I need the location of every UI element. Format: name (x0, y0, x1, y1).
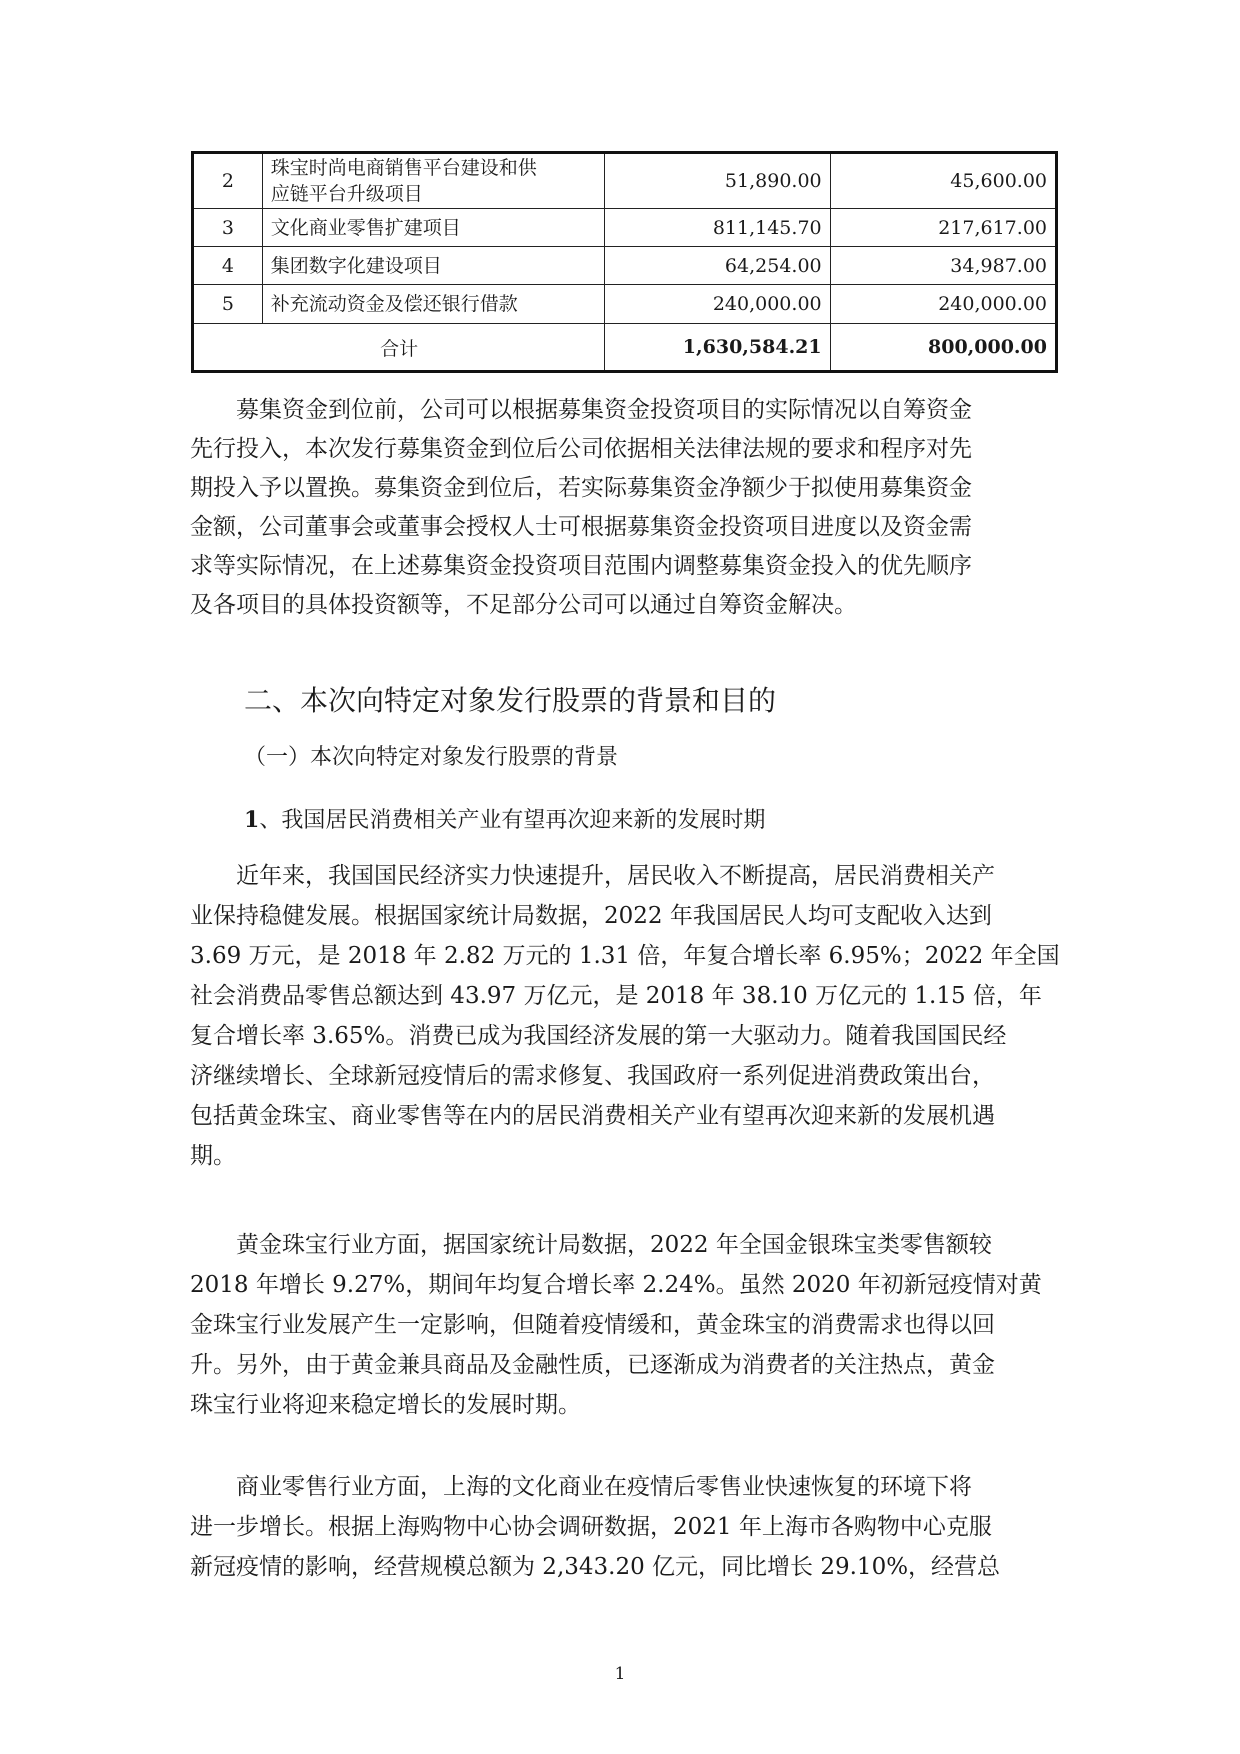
total-investment: 240,000.00 (605, 285, 830, 324)
raised-amount: 217,617.00 (830, 209, 1056, 247)
heading-number: 1 (244, 807, 260, 833)
text-line: 商业零售行业方面，上海的文化商业在疫情后零售业快速恢复的环境下将 (190, 1474, 972, 1500)
text-line: 及各项目的具体投资额等，不足部分公司可以通过自筹资金解决。 (190, 592, 857, 618)
row-index: 2 (193, 153, 263, 209)
text-line: 业保持稳健发展。根据国家统计局数据，2022 年我国居民人均可支配收入达到 (190, 903, 992, 929)
paragraph-jewelry (190, 1225, 1080, 1425)
raised-amount: 34,987.00 (830, 247, 1056, 285)
text-line: 珠宝行业将迎来稳定增长的发展时期。 (190, 1392, 581, 1418)
text-line: 募集资金到位前，公司可以根据募集资金投资项目的实际情况以自筹资金 (190, 397, 972, 423)
row-index: 4 (193, 247, 263, 285)
text-line: 金额，公司董事会或董事会授权人士可根据募集资金投资项目进度以及资金需 (190, 514, 972, 540)
sum-total-investment: 1,630,584.21 (605, 324, 830, 372)
paragraph-funds-usage (190, 391, 1080, 625)
page-number: 1 (614, 1664, 626, 1684)
subsection-heading: （一）本次向特定对象发行股票的背景 (244, 745, 619, 770)
heading-text: 、我国居民消费相关产业有望再次迎来新的发展时期 (259, 808, 766, 833)
project-name: 文化商业零售扩建项目 (262, 209, 605, 247)
table-row (193, 209, 1057, 247)
raised-amount: 45,600.00 (830, 153, 1056, 209)
row-index: 3 (193, 209, 263, 247)
text-line: 包括黄金珠宝、商业零售等在内的居民消费相关产业有望再次迎来新的发展机遇 (190, 1103, 995, 1129)
project-name (262, 153, 605, 209)
text-line: 进一步增长。根据上海购物中心协会调研数据，2021 年上海市各购物中心克服 (190, 1514, 992, 1540)
project-name: 补充流动资金及偿还银行借款 (262, 285, 605, 324)
project-name-line: 应链平台升级项目 (270, 183, 423, 205)
text-line: 求等实际情况，在上述募集资金投资项目范围内调整募集资金投入的优先顺序 (190, 553, 972, 579)
total-investment: 51,890.00 (605, 153, 830, 209)
text-line: 近年来，我国国民经济实力快速提升，居民收入不断提高，居民消费相关产 (190, 863, 995, 889)
sum-raised-amount: 800,000.00 (830, 324, 1056, 372)
text-line: 新冠疫情的影响，经营规模总额为 2,343.20 亿元，同比增长 29.10%，经营总 (190, 1554, 1001, 1580)
text-line: 先行投入，本次发行募集资金到位后公司依据相关法律法规的要求和程序对先 (190, 436, 972, 462)
text-line: 黄金珠宝行业方面，据国家统计局数据，2022 年全国金银珠宝类零售额较 (190, 1232, 992, 1258)
sub-subsection-heading (244, 803, 765, 834)
table-row (193, 247, 1057, 285)
raised-amount: 240,000.00 (830, 285, 1056, 324)
table-row (193, 285, 1057, 324)
text-line: 社会消费品零售总额达到 43.97 万亿元，是 2018 年 38.10 万亿元的 1.15 倍，年 (190, 983, 1042, 1009)
text-line: 金珠宝行业发展产生一定影响，但随着疫情缓和，黄金珠宝的消费需求也得以回 (190, 1312, 995, 1338)
paragraph-retail (190, 1467, 1080, 1587)
text-line: 3.69 万元，是 2018 年 2.82 万元的 1.31 倍，年复合增长率 6.95%；2022 年全国 (190, 943, 1060, 969)
text-line: 复合增长率 3.65%。消费已成为我国经济发展的第一大驱动力。随着我国国民经 (190, 1023, 1007, 1049)
project-name-line: 珠宝时尚电商销售平台建设和供 (270, 157, 537, 179)
table-total-row (193, 324, 1057, 372)
table-row (193, 153, 1057, 209)
row-index: 5 (193, 285, 263, 324)
paragraph-consumption (190, 856, 1080, 1176)
total-label: 合计 (193, 324, 605, 372)
text-line: 期。 (190, 1143, 236, 1169)
fund-table (191, 151, 1058, 373)
text-line: 2018 年增长 9.27%，期间年均复合增长率 2.24%。虽然 2020 年初新冠疫情对黄 (190, 1272, 1042, 1298)
total-investment: 811,145.70 (605, 209, 830, 247)
total-investment: 64,254.00 (605, 247, 830, 285)
text-line: 期投入予以置换。募集资金到位后，若实际募集资金净额少于拟使用募集资金 (190, 475, 972, 501)
section-heading: 二、本次向特定对象发行股票的背景和目的 (244, 684, 777, 717)
project-name: 集团数字化建设项目 (262, 247, 605, 285)
text-line: 济继续增长、全球新冠疫情后的需求修复、我国政府一系列促进消费政策出台， (190, 1063, 995, 1089)
text-line: 升。另外，由于黄金兼具商品及金融性质，已逐渐成为消费者的关注热点，黄金 (190, 1352, 995, 1378)
